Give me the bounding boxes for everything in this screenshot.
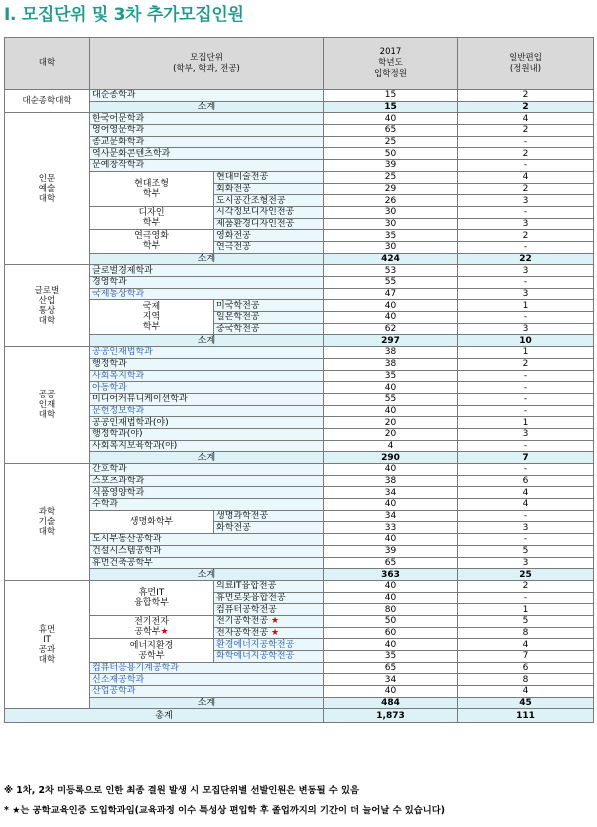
table-row	[5, 113, 594, 125]
subtotal-row	[5, 253, 594, 265]
transfer-quota: 3	[458, 557, 594, 569]
admission-quota: 40	[324, 312, 458, 324]
program-name: 일본학전공	[214, 312, 324, 324]
college-name: 대순종학대학	[5, 90, 90, 113]
transfer-quota: -	[458, 312, 594, 324]
program-name: 산업공학과	[90, 686, 324, 698]
program-name: 간호학과	[90, 464, 324, 476]
program-name: 대순종학과	[90, 90, 324, 102]
admission-quota: 55	[324, 277, 458, 289]
table-row	[5, 475, 594, 487]
program-name: 도시공간조형전공	[214, 195, 324, 207]
admission-quota: 55	[324, 393, 458, 405]
admission-quota: 40	[324, 113, 458, 125]
header-quota-line3: 입학정원	[374, 69, 407, 79]
transfer-quota: -	[458, 136, 594, 148]
header-transfer-line1: 일반편입	[509, 52, 542, 63]
transfer-quota: 3	[458, 288, 594, 300]
subtotal-transfer: 10	[458, 335, 594, 347]
subtotal-transfer: 7	[458, 452, 594, 464]
program-name: 건설시스템공학과	[90, 545, 324, 557]
admission-quota: 29	[324, 183, 458, 195]
program-name: 영어영문학과	[90, 125, 324, 137]
total-row	[5, 709, 594, 723]
admission-quota: 80	[324, 604, 458, 616]
transfer-quota: 6	[458, 662, 594, 674]
program-name: 미국학전공	[214, 300, 324, 312]
program-name: 화학전공	[214, 522, 324, 534]
admission-quota: 20	[324, 428, 458, 440]
admission-quota: 38	[324, 475, 458, 487]
table-row	[5, 136, 594, 148]
table-row	[5, 148, 594, 160]
admission-quota: 35	[324, 230, 458, 242]
program-name: 종교문화학과	[90, 136, 324, 148]
division-name: 전기전자 공학부★	[90, 615, 214, 638]
admission-quota: 39	[324, 545, 458, 557]
admission-quota: 4	[324, 440, 458, 452]
quota-table	[4, 37, 594, 723]
program-name: 문헌정보학과	[90, 405, 324, 417]
subtotal-quota: 290	[324, 452, 458, 464]
transfer-quota: 5	[458, 615, 594, 627]
admission-quota: 35	[324, 370, 458, 382]
transfer-quota: -	[458, 440, 594, 452]
table-row	[5, 686, 594, 698]
transfer-quota: 2	[458, 183, 594, 195]
program-name: 한국어문학과	[90, 113, 324, 125]
division-name: 디자인 학부	[90, 206, 214, 229]
program-name: 문예창작학과	[90, 160, 324, 172]
transfer-quota: 3	[458, 522, 594, 534]
header-transfer-line2: (정원내)	[509, 63, 542, 74]
header-transfer	[458, 38, 594, 90]
subtotal-transfer: 45	[458, 697, 594, 709]
college-name: 글로벌 산업 통상 대학	[5, 265, 90, 347]
program-name: 영화전공	[214, 230, 324, 242]
table-row	[5, 487, 594, 499]
program-name: 컴퓨터공학전공	[214, 604, 324, 616]
program-name: 휴먼건축공학부	[90, 557, 324, 569]
admission-quota: 30	[324, 206, 458, 218]
admission-quota: 34	[324, 510, 458, 522]
transfer-quota: -	[458, 510, 594, 522]
header-quota	[324, 38, 458, 90]
admission-quota: 40	[324, 464, 458, 476]
transfer-quota: 4	[458, 686, 594, 698]
admission-quota: 40	[324, 686, 458, 698]
admission-quota: 20	[324, 417, 458, 429]
program-name: 경영학과	[90, 277, 324, 289]
subtotal-row	[5, 452, 594, 464]
table-row	[5, 125, 594, 137]
subtotal-transfer: 25	[458, 569, 594, 581]
transfer-quota: 4	[458, 639, 594, 651]
transfer-quota: 1	[458, 300, 594, 312]
subtotal-label: 소계	[90, 452, 324, 464]
subtotal-row	[5, 101, 594, 113]
college-name: 휴먼 IT 공과 대학	[5, 580, 90, 709]
admission-quota: 40	[324, 499, 458, 511]
program-name: 식품영양학과	[90, 487, 324, 499]
subtotal-label: 소계	[90, 697, 324, 709]
transfer-quota: 8	[458, 674, 594, 686]
table-row	[5, 370, 594, 382]
program-name: 글로벌경제학과	[90, 265, 324, 277]
subtotal-label: 소계	[90, 101, 324, 113]
table-row	[5, 358, 594, 370]
admission-quota: 40	[324, 580, 458, 592]
transfer-quota: 2	[458, 125, 594, 137]
transfer-quota: 2	[458, 580, 594, 592]
admission-quota: 26	[324, 195, 458, 207]
table-row	[5, 230, 594, 242]
table-row	[5, 464, 594, 476]
subtotal-quota: 297	[324, 335, 458, 347]
table-row	[5, 347, 594, 359]
total-quota: 1,873	[324, 709, 458, 723]
total-label: 총계	[5, 709, 324, 723]
program-name: 시각정보디자인전공	[214, 206, 324, 218]
transfer-quota: 2	[458, 230, 594, 242]
table-row	[5, 580, 594, 592]
table-header-row	[5, 38, 594, 90]
table-row	[5, 440, 594, 452]
transfer-quota: 8	[458, 627, 594, 639]
table-row	[5, 382, 594, 394]
engineering-cert-star-icon: ★	[271, 627, 280, 638]
header-quota-line1: 2017	[379, 47, 402, 57]
admission-quota: 34	[324, 674, 458, 686]
admission-quota: 47	[324, 288, 458, 300]
transfer-quota: 1	[458, 417, 594, 429]
transfer-quota: -	[458, 405, 594, 417]
program-name: 신소재공학과	[90, 674, 324, 686]
transfer-quota: 1	[458, 604, 594, 616]
subtotal-quota: 363	[324, 569, 458, 581]
program-name: 연극전공	[214, 241, 324, 253]
subtotal-label: 소계	[90, 335, 324, 347]
admission-quota: 65	[324, 125, 458, 137]
program-name: 의료IT융합전공	[214, 580, 324, 592]
program-name: 미디어커뮤니케이션학과	[90, 393, 324, 405]
admission-quota: 62	[324, 323, 458, 335]
table-row	[5, 277, 594, 289]
division-name: 생명화학부	[90, 510, 214, 533]
transfer-quota: -	[458, 592, 594, 604]
subtotal-row	[5, 335, 594, 347]
subtotal-label: 소계	[90, 253, 324, 265]
table-row	[5, 428, 594, 440]
division-name: 국제 지역 학부	[90, 300, 214, 335]
program-name: 중국학전공	[214, 323, 324, 335]
admission-quota: 50	[324, 148, 458, 160]
admission-quota: 30	[324, 241, 458, 253]
division-name: 현대조형 학부	[90, 171, 214, 206]
program-name: 생명과학전공	[214, 510, 324, 522]
program-name: 화학에너지공학전공	[214, 651, 324, 663]
transfer-quota: 3	[458, 265, 594, 277]
table-row	[5, 557, 594, 569]
table-row	[5, 393, 594, 405]
admission-quota: 15	[324, 90, 458, 102]
program-name: 수학과	[90, 499, 324, 511]
table-row	[5, 639, 594, 651]
transfer-quota: -	[458, 241, 594, 253]
college-name: 과학 기술 대학	[5, 464, 90, 581]
table-row	[5, 674, 594, 686]
subtotal-transfer: 22	[458, 253, 594, 265]
admission-quota: 50	[324, 615, 458, 627]
program-name: 역사문화콘텐츠학과	[90, 148, 324, 160]
program-name: 공공인재법학과	[90, 347, 324, 359]
division-name: 휴먼IT 융합학부	[90, 580, 214, 615]
admission-quota: 53	[324, 265, 458, 277]
program-name: 사회복지보육학과(야)	[90, 440, 324, 452]
admission-quota: 34	[324, 487, 458, 499]
transfer-quota: -	[458, 206, 594, 218]
admission-quota: 38	[324, 347, 458, 359]
transfer-quota: 3	[458, 195, 594, 207]
college-name: 인문 예술 대학	[5, 113, 90, 265]
program-name: 스포츠과학과	[90, 475, 324, 487]
transfer-quota: 3	[458, 323, 594, 335]
admission-quota: 40	[324, 405, 458, 417]
table-row	[5, 300, 594, 312]
table-row	[5, 615, 594, 627]
subtotal-quota: 484	[324, 697, 458, 709]
table-row	[5, 662, 594, 674]
admission-quota: 65	[324, 557, 458, 569]
transfer-quota: 2	[458, 90, 594, 102]
table-row	[5, 534, 594, 546]
admission-quota: 30	[324, 218, 458, 230]
transfer-quota: 5	[458, 545, 594, 557]
table-row	[5, 499, 594, 511]
subtotal-row	[5, 569, 594, 581]
header-college: 대학	[5, 38, 90, 90]
admission-quota: 65	[324, 662, 458, 674]
program-name: 현대미술전공	[214, 171, 324, 183]
program-name: 행정학과	[90, 358, 324, 370]
header-unit	[90, 38, 324, 90]
transfer-quota: 2	[458, 358, 594, 370]
program-name: 공공인재법학과(야)	[90, 417, 324, 429]
program-name: 사회복지학과	[90, 370, 324, 382]
engineering-cert-star-icon: ★	[160, 627, 169, 638]
subtotal-transfer: 2	[458, 101, 594, 113]
admission-quota: 40	[324, 300, 458, 312]
program-name: 국제통상학과	[90, 288, 324, 300]
program-name: 아동학과	[90, 382, 324, 394]
header-unit-line1: 모집단위	[190, 52, 223, 63]
table-row	[5, 90, 594, 102]
table-row	[5, 206, 594, 218]
footnote-star: * ★는 공학교육인증 도입학과임(교육과정 이수 특성상 편입학 후 졸업까지의 기간이 더 늘어날 수 있습니다)	[4, 805, 445, 816]
program-name: 전자공학전공 ★	[214, 627, 324, 639]
transfer-quota: -	[458, 277, 594, 289]
program-name: 제품환경디자인전공	[214, 218, 324, 230]
admission-quota: 35	[324, 651, 458, 663]
transfer-quota: -	[458, 393, 594, 405]
table-row	[5, 510, 594, 522]
subtotal-row	[5, 697, 594, 709]
table-row	[5, 405, 594, 417]
transfer-quota: -	[458, 464, 594, 476]
college-name: 공공 인재 대학	[5, 347, 90, 464]
header-unit-line2: (학부, 학과, 전공)	[173, 63, 240, 74]
transfer-quota: 4	[458, 171, 594, 183]
table-row	[5, 171, 594, 183]
table-row	[5, 265, 594, 277]
table-row	[5, 288, 594, 300]
program-name: 행정학과(야)	[90, 428, 324, 440]
transfer-quota: 3	[458, 428, 594, 440]
program-name: 컴퓨터응용기계공학과	[90, 662, 324, 674]
program-name: 도시부동산공학과	[90, 534, 324, 546]
table-body	[5, 90, 594, 723]
transfer-quota: -	[458, 160, 594, 172]
transfer-quota: 4	[458, 487, 594, 499]
table-row	[5, 417, 594, 429]
division-name: 연극영화 학부	[90, 230, 214, 253]
admission-quota: 40	[324, 382, 458, 394]
header-quota-line2: 학년도	[378, 58, 403, 68]
division-name: 에너지환경 공학부	[90, 639, 214, 662]
transfer-quota: 1	[458, 347, 594, 359]
subtotal-label: 소계	[90, 569, 324, 581]
subtotal-quota: 424	[324, 253, 458, 265]
total-transfer: 111	[458, 709, 594, 723]
program-name: 전기공학전공 ★	[214, 615, 324, 627]
transfer-quota: -	[458, 370, 594, 382]
footnotes	[4, 781, 593, 821]
admission-quota: 40	[324, 592, 458, 604]
admission-quota: 60	[324, 627, 458, 639]
transfer-quota: 3	[458, 218, 594, 230]
footnote-vacancy: ※ 1차, 2차 미등록으로 인한 최종 결원 발생 시 모집단위별 선발인원은 변동될 수 있음	[4, 785, 359, 796]
transfer-quota: 6	[458, 475, 594, 487]
transfer-quota: -	[458, 382, 594, 394]
program-name: 휴먼로봇융합전공	[214, 592, 324, 604]
transfer-quota: 7	[458, 651, 594, 663]
transfer-quota: 4	[458, 113, 594, 125]
table-row	[5, 160, 594, 172]
subtotal-quota: 15	[324, 101, 458, 113]
transfer-quota: 4	[458, 499, 594, 511]
admission-quota: 40	[324, 534, 458, 546]
transfer-quota: -	[458, 534, 594, 546]
admission-quota: 40	[324, 639, 458, 651]
page-title: Ⅰ. 모집단위 및 3차 추가모집인원	[4, 5, 244, 25]
admission-quota: 38	[324, 358, 458, 370]
program-name: 환경에너지공학전공	[214, 639, 324, 651]
admission-quota: 25	[324, 171, 458, 183]
transfer-quota: 2	[458, 148, 594, 160]
engineering-cert-star-icon: ★	[271, 616, 280, 627]
admission-quota: 25	[324, 136, 458, 148]
admission-quota: 33	[324, 522, 458, 534]
table-row	[5, 545, 594, 557]
admission-quota: 39	[324, 160, 458, 172]
program-name: 회화전공	[214, 183, 324, 195]
